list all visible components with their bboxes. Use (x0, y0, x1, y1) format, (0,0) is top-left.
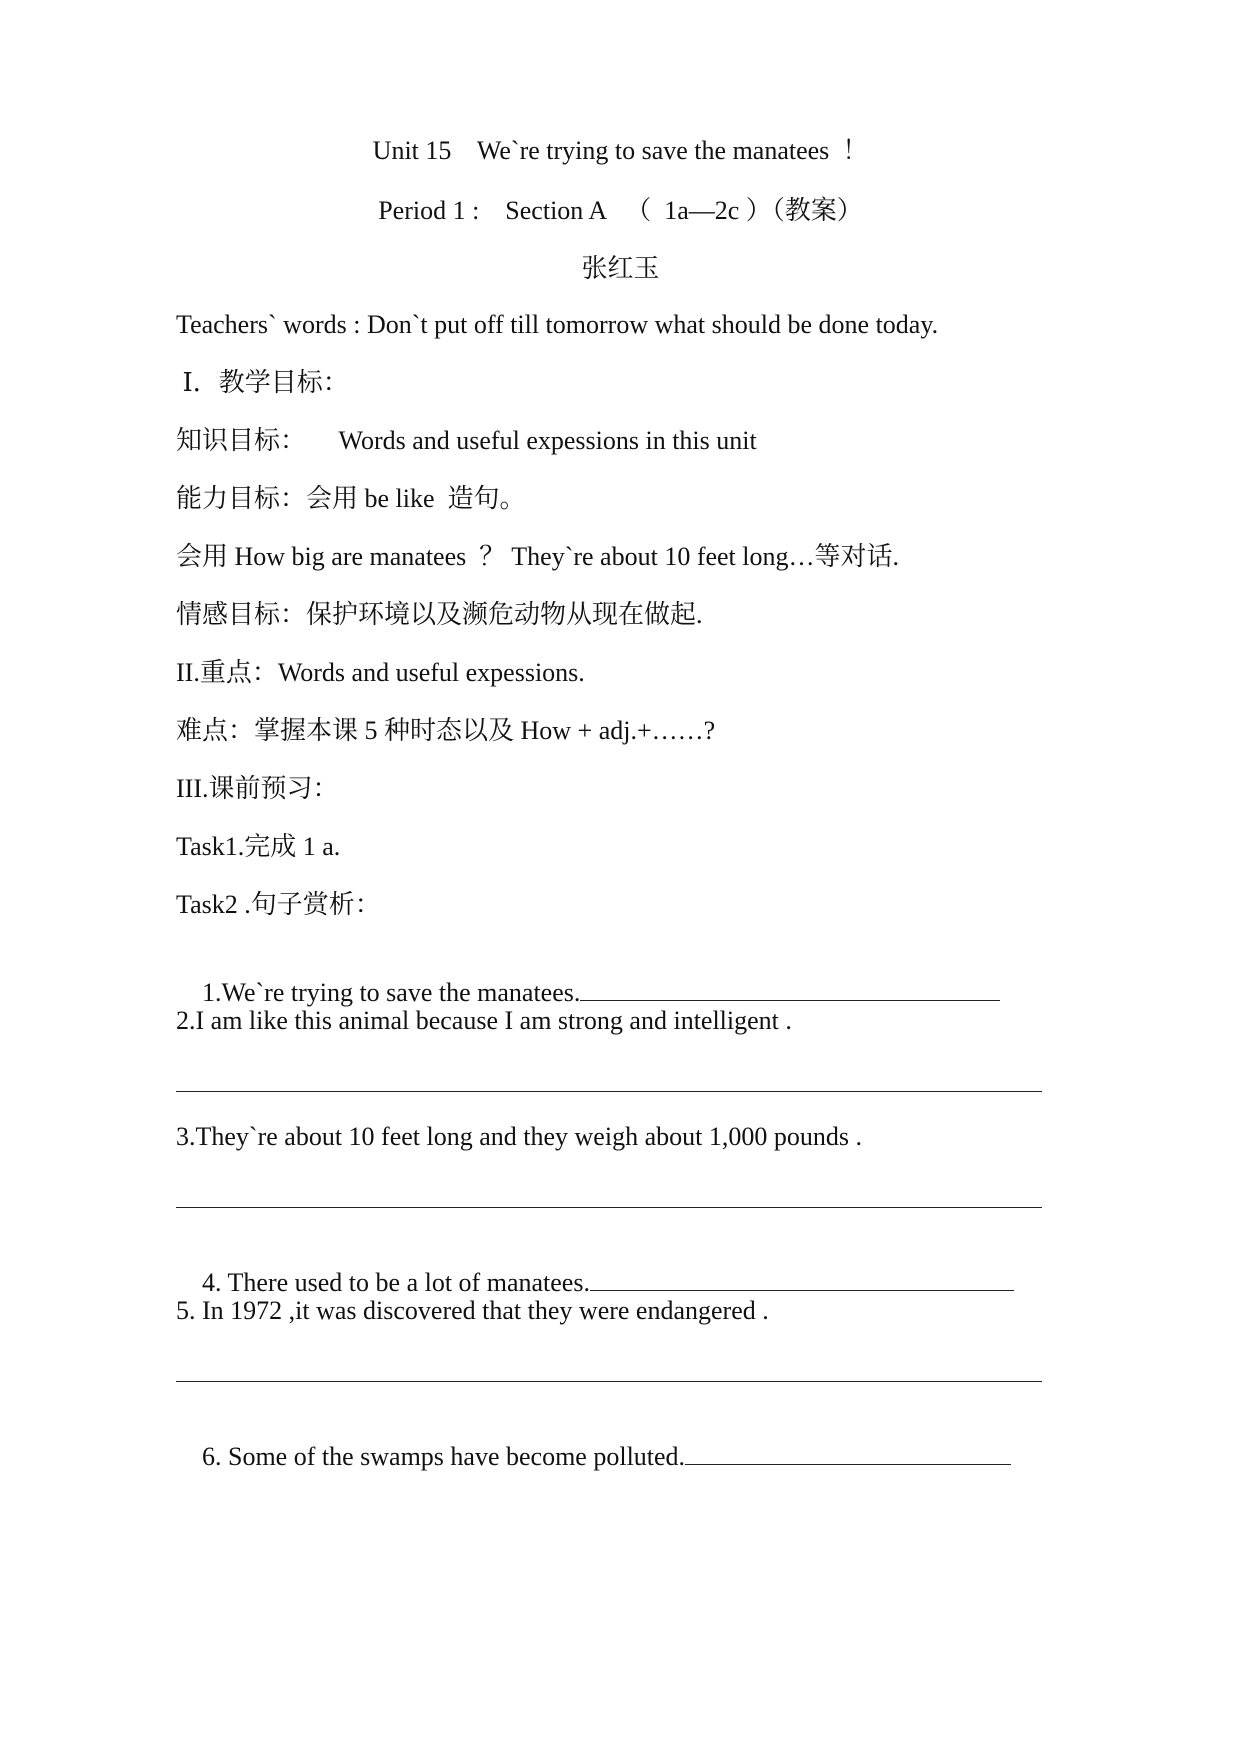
sentence-3-answer-blank[interactable] (176, 1207, 1042, 1208)
sentence-5: 5. In 1972 ,it was discovered that they were endangered . (176, 1296, 769, 1325)
knowledge-goal: 知识目标： Words and useful expessions in this unit (176, 426, 757, 455)
difficult-points: 难点：掌握本课 5 种时态以及 How + adj.+……? (176, 716, 716, 745)
section-1-heading: Ⅰ．教学目标： (176, 368, 349, 397)
sentence-2-answer-blank[interactable] (176, 1091, 1042, 1092)
sentence-5-answer-blank[interactable] (176, 1381, 1042, 1382)
emotion-goal: 情感目标：保护环境以及濒危动物从现在做起. (176, 600, 703, 629)
sentence-1-answer-blank[interactable] (580, 978, 1000, 1001)
ability-goal: 能力目标：会用 be like 造句。 (176, 484, 526, 513)
period-subtitle: Period 1 : Section A （ 1a—2c ）（教案） (378, 196, 863, 225)
sentence-2: 2.I am like this animal because I am strong and intelligent . (176, 1006, 792, 1035)
task-1: Task1.完成 1 a. (176, 832, 341, 861)
ability-goal-dialogue: 会用 How big are manatees ？ They`re about 10 feet long…等对话. (176, 542, 899, 571)
sentence-6-text: 6. Some of the swamps have become polluted. (202, 1442, 686, 1471)
sentence-4-text: 4. There used to be a lot of manatees. (202, 1268, 590, 1297)
sentence-3: 3.They`re about 10 feet long and they weigh about 1,000 pounds . (176, 1122, 862, 1151)
sentence-6 (176, 1412, 1011, 1502)
sentence-1-text: 1.We`re trying to save the manatees. (202, 978, 581, 1007)
section-3-heading: III.课前预习： (176, 774, 339, 803)
author-name: 张红玉 (581, 254, 660, 283)
unit-title: Unit 15 We`re trying to save the manatees ！ (372, 136, 869, 165)
sentence-4-answer-blank[interactable] (590, 1268, 1014, 1291)
teachers-words: Teachers` words : Don`t put off till tomorrow what should be done today. (176, 310, 939, 339)
task-2: Task2 .句子赏析： (176, 890, 381, 919)
key-points: II.重点：Words and useful expessions. (176, 658, 585, 687)
sentence-6-answer-blank[interactable] (685, 1442, 1011, 1465)
